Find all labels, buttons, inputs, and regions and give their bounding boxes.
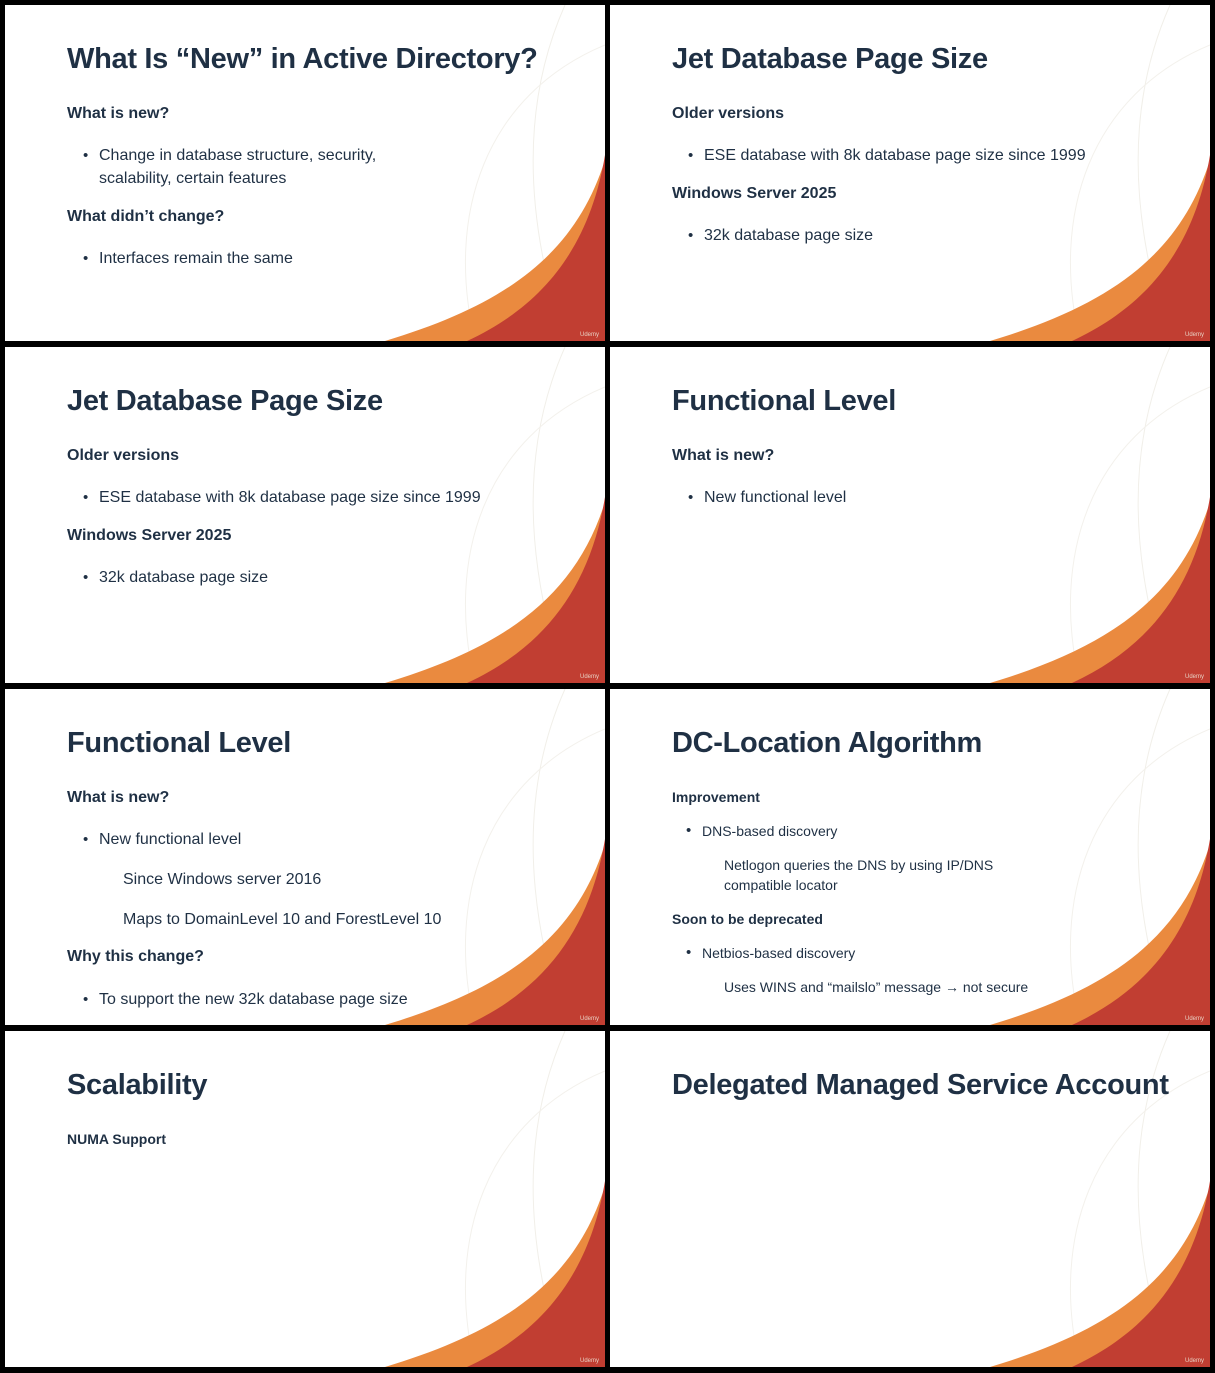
slide-what-is-new <box>5 5 605 341</box>
brand-watermark: Udemy <box>1184 674 1204 680</box>
section-heading: Older versions <box>67 447 180 464</box>
section-heading: Older versions <box>672 105 785 122</box>
slide-delegated-msa <box>610 1031 1210 1367</box>
brand-watermark: Udemy <box>579 1016 599 1022</box>
slide-title: What Is “New” in Active Directory? <box>67 43 538 75</box>
bullet-item: • New functional level <box>704 486 846 509</box>
brand-watermark: Udemy <box>579 332 599 338</box>
sub-item: Maps to DomainLevel 10 and ForestLevel 10 <box>123 911 442 928</box>
slide-functional-level-1 <box>610 347 1210 683</box>
bullet-item: • ESE database with 8k database page size since 1999 <box>704 144 1086 167</box>
bullet-item: • To support the new 32k database page size <box>99 988 408 1011</box>
section-heading: Why this change? <box>67 948 204 965</box>
section-heading: Windows Server 2025 <box>672 185 837 202</box>
section-heading: NUMA Support <box>67 1131 167 1147</box>
slide-title: Scalability <box>67 1069 208 1101</box>
slide-title: DC-Location Algorithm <box>672 727 982 759</box>
section-heading: What is new? <box>67 105 170 122</box>
bullet-item: • Netbios-based discovery <box>702 943 855 963</box>
slide-title: Functional Level <box>67 727 292 759</box>
section-heading: Windows Server 2025 <box>67 527 232 544</box>
slide-scalability <box>5 1031 605 1367</box>
bullet-item: • 32k database page size <box>99 566 268 589</box>
sub-item: Uses WINS and “mailslo” message → not secure <box>724 979 1029 995</box>
bullet-item: • DNS-based discovery <box>702 821 837 841</box>
slide-dc-location <box>610 689 1210 1025</box>
sub-item: Netlogon queries the DNS by using IP/DNS compatible locator <box>724 857 994 893</box>
section-heading: What didn’t change? <box>67 208 225 225</box>
bullet-item: • ESE database with 8k database page size since 1999 <box>99 486 481 509</box>
sub-item: Since Windows server 2016 <box>123 871 322 888</box>
bullet-item: • 32k database page size <box>704 224 873 247</box>
bullet-item: • New functional level <box>99 828 241 851</box>
section-heading: Improvement <box>672 789 760 805</box>
slide-title: Jet Database Page Size <box>67 385 383 417</box>
brand-watermark: Udemy <box>579 1358 599 1364</box>
slide-title: Functional Level <box>672 385 897 417</box>
slide-jet-database-1 <box>610 5 1210 341</box>
bullet-item: • Interfaces remain the same <box>99 247 293 270</box>
slide-jet-database-2 <box>5 347 605 683</box>
section-heading: Soon to be deprecated <box>672 911 823 927</box>
brand-watermark: Udemy <box>1184 1016 1204 1022</box>
slide-title: Delegated Managed Service Account <box>672 1069 1169 1101</box>
slide-functional-level-2 <box>5 689 605 1025</box>
slide-title: Jet Database Page Size <box>672 43 988 75</box>
bullet-item: • Change in database structure, security, scalability, certain features <box>99 144 399 190</box>
brand-watermark: Udemy <box>579 674 599 680</box>
section-heading: What is new? <box>67 789 170 806</box>
section-heading: What is new? <box>672 447 775 464</box>
brand-watermark: Udemy <box>1184 332 1204 338</box>
brand-watermark: Udemy <box>1184 1358 1204 1364</box>
